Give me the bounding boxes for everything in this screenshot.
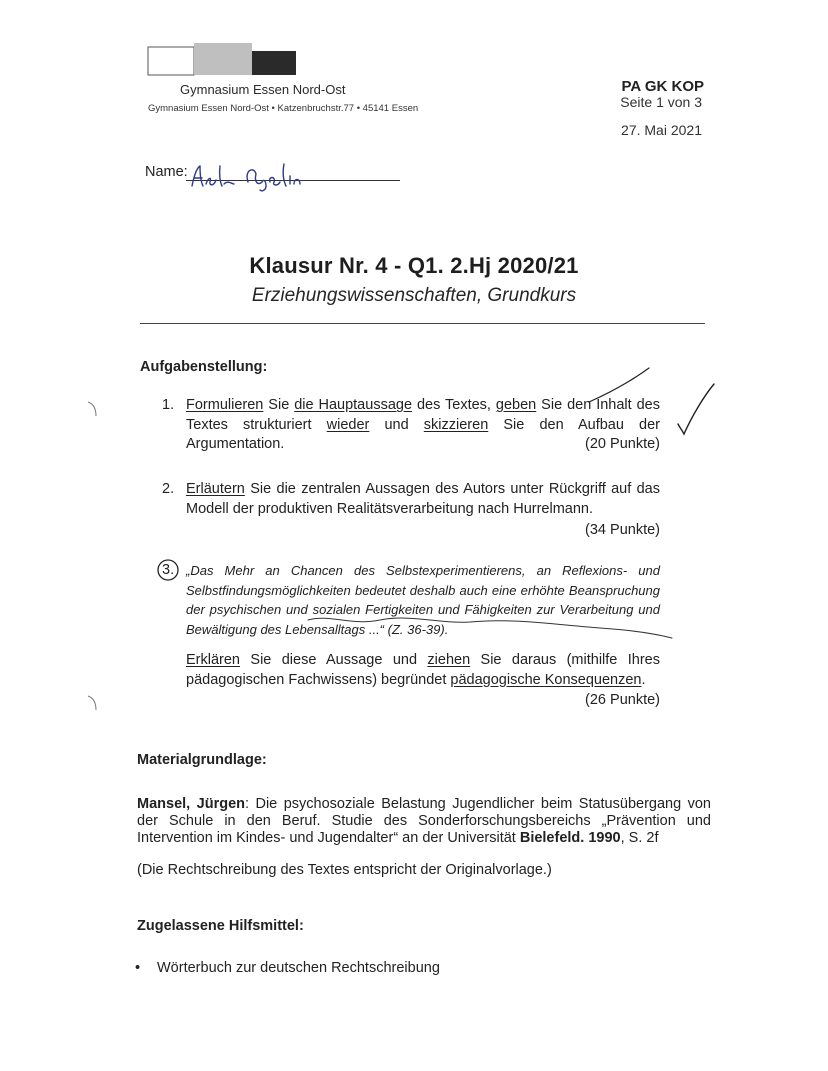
binder-hole-mark-icon bbox=[86, 694, 100, 712]
task-1-operator-formulieren: Formulieren bbox=[186, 397, 264, 413]
tasks-heading: Aufgabenstellung: bbox=[140, 359, 268, 375]
exam-subtitle: Erziehungswissenschaften, Grundkurs bbox=[251, 285, 577, 306]
page-info: Seite 1 von 3 bbox=[620, 94, 702, 110]
title-divider bbox=[140, 323, 705, 324]
task-1-text: Formulieren Sie die Hauptaussage des Textes, geben Sie den Inhalt des Textes strukturiert wieder und skizzieren Sie den Aufbau der Argumentation. bbox=[186, 397, 661, 452]
task-3-operator-erklaeren: Erklären bbox=[186, 652, 240, 668]
task-1-operator-skizzieren: skizzieren bbox=[423, 416, 489, 433]
task-2-text: Erläutern Sie die zentralen Aussagen des Autors unter Rückgriff auf das Modell der produktiven Realitätsverarbeitung nach Hurrelmann. bbox=[186, 481, 660, 517]
task-1-operator-geben: geben bbox=[495, 397, 537, 413]
school-address: Gymnasium Essen Nord-Ost • Katzenbruchstr.77 • 45141 Essen bbox=[148, 103, 419, 114]
task-1-keyword-hauptaussage: die Hauptaussage bbox=[294, 397, 413, 413]
task-2-number: 2. bbox=[162, 481, 175, 497]
bullet-icon: • bbox=[135, 960, 141, 976]
exam-title: Klausur Nr. 4 - Q1. 2.Hj 2020/21 bbox=[249, 253, 579, 278]
task-3-points: (26 Punkte) bbox=[585, 692, 660, 708]
task-3-operator-ziehen: ziehen bbox=[427, 652, 471, 668]
material-author: Mansel, Jürgen bbox=[137, 796, 245, 812]
task-2-points: (34 Punkte) bbox=[585, 522, 660, 538]
material-note: (Die Rechtschreibung des Textes entspricht der Originalvorlage.) bbox=[137, 862, 552, 878]
task-1 bbox=[162, 396, 660, 455]
aids-list-item bbox=[135, 960, 440, 976]
task-3-text: Erklären Sie diese Aussage und ziehen Sie daraus (mithilfe Ihres pädagogischen Fachwissens) begründet pädagogische Konsequenzen. bbox=[186, 652, 660, 688]
task-1-operator-wieder: wieder bbox=[326, 416, 370, 433]
task-3-number: 3. bbox=[162, 562, 175, 578]
task-1-number: 1. bbox=[162, 397, 175, 413]
material-year: 1990 bbox=[588, 830, 621, 846]
material-place: Bielefeld bbox=[519, 830, 581, 846]
task-3 bbox=[162, 561, 660, 711]
material-citation: Mansel, Jürgen: Die psychosoziale Belastung Jugendlicher beim Statusübergang von der Schule in den Beruf. Studie des Sonderforschungsbereichs „Prävention und Intervention im Kindes- und Jugendalter“ an der Universität Bielefeld. 1990, S. 2f bbox=[137, 796, 711, 846]
aids-item-label: Wörterbuch zur deutschen Rechtschreibung bbox=[157, 960, 440, 976]
task-2 bbox=[162, 480, 660, 541]
handwritten-name-signature bbox=[188, 160, 338, 192]
binder-hole-mark-icon bbox=[86, 400, 100, 418]
material-heading: Materialgrundlage: bbox=[137, 752, 267, 768]
task-2-operator-erlaeutern: Erläutern bbox=[186, 481, 245, 497]
task-3-keyword-konsequenzen: pädagogische Konsequenzen bbox=[450, 671, 642, 688]
task-1-points: (20 Punkte) bbox=[585, 436, 660, 452]
task-3-quote: „Das Mehr an Chancen des Selbstexperimentierens, an Reflexions- und Selbstfindungsmöglichkeiten bedeutet deshalb auch eine erhöhte Beanspruchung der psychischen und sozialen Fertigkeiten und Fähigkeiten zur Verarbeitung und Bewältigung des Lebensalltags ...“ (Z. 36-39). bbox=[186, 563, 660, 637]
course-code: PA GK KOP bbox=[621, 78, 704, 95]
exam-date: 27. Mai 2021 bbox=[621, 122, 702, 138]
school-logo bbox=[147, 43, 297, 77]
school-name: Gymnasium Essen Nord-Ost bbox=[180, 82, 346, 97]
aids-heading: Zugelassene Hilfsmittel: bbox=[137, 918, 304, 934]
name-label: Name: bbox=[145, 164, 188, 180]
